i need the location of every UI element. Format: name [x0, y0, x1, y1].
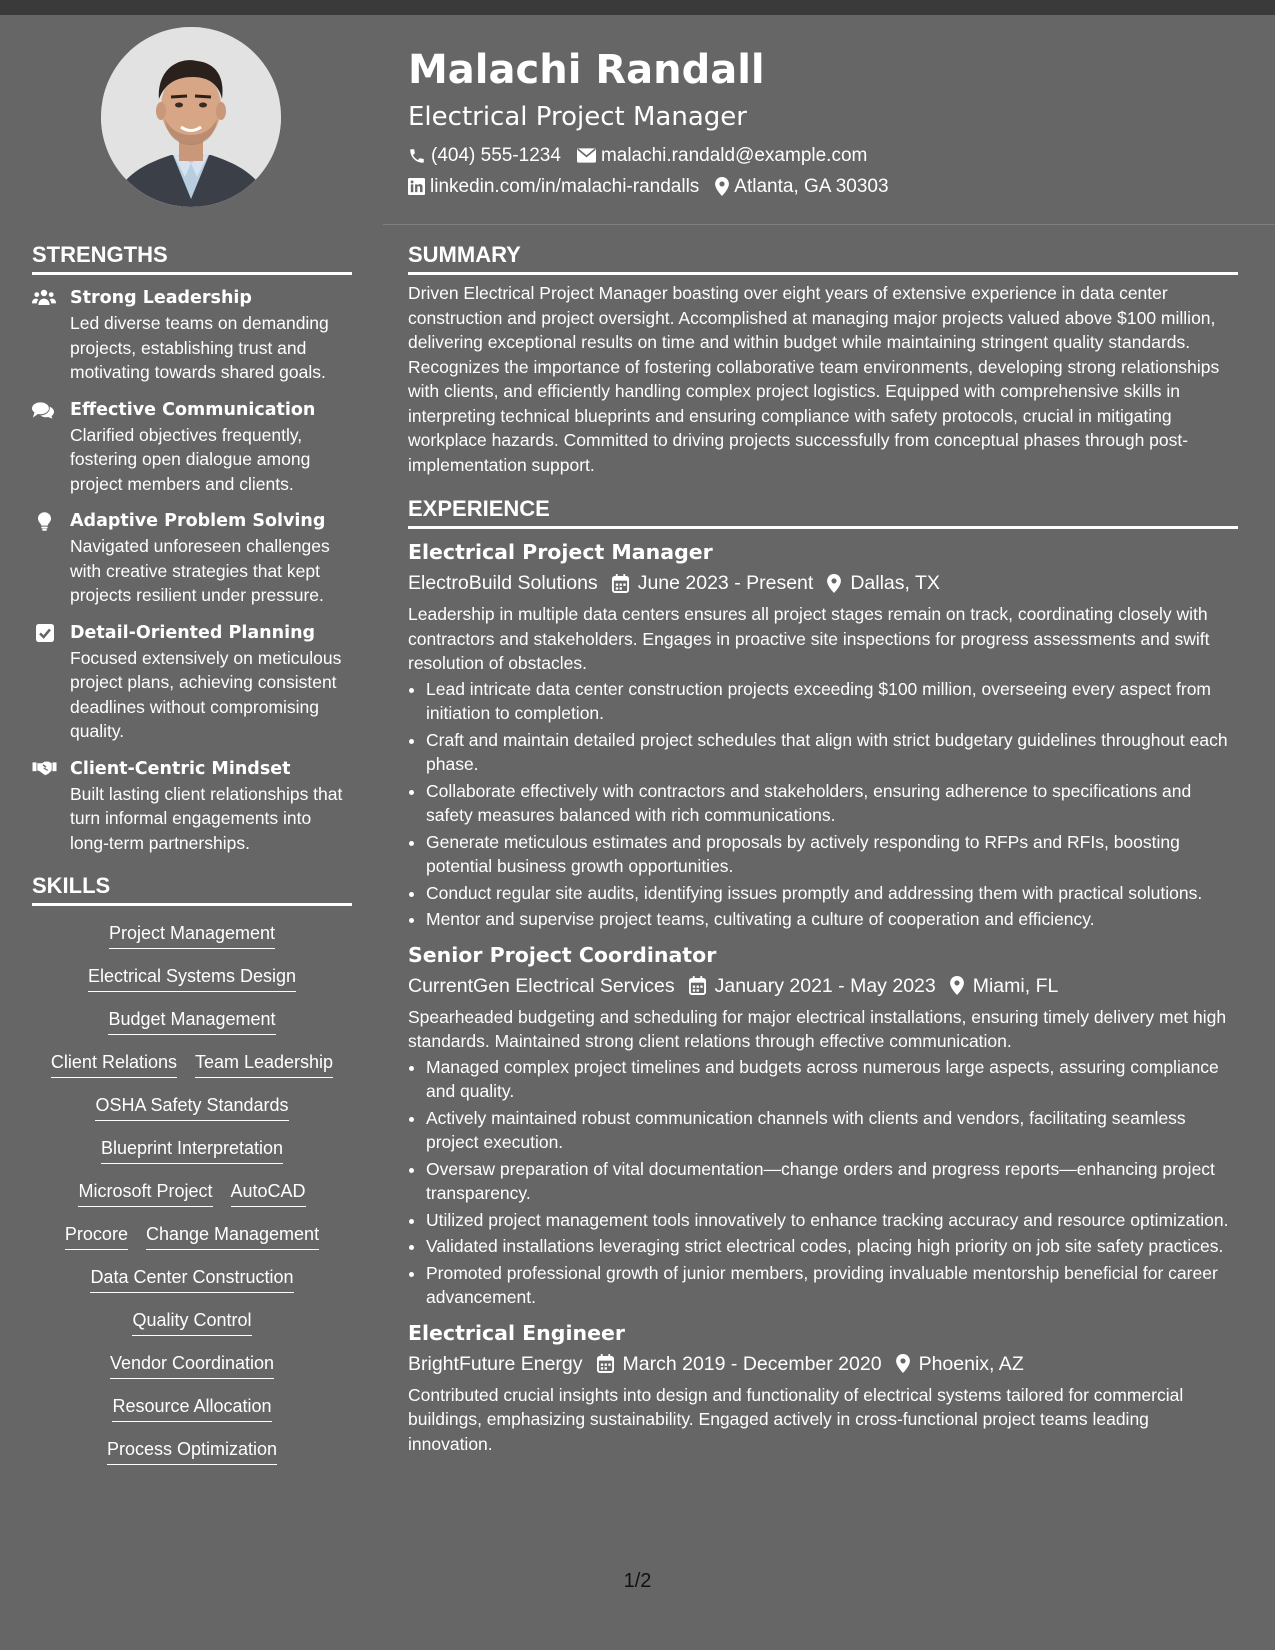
summary-heading: SUMMARY: [408, 240, 1238, 275]
job-company: BrightFuture Energy: [408, 1352, 583, 1375]
skill-row: [32, 1086, 352, 1129]
skill-tag: Client Relations: [51, 1050, 177, 1078]
strength-item: [32, 756, 352, 856]
job-bullet: • Promoted professional growth of junior members, providing invaluable mentorship beneficial for career advancement.: [426, 1261, 1238, 1310]
job-description: Spearheaded budgeting and scheduling for major electrical installations, ensuring timely delivery met high standards. Maintained strong client relations through effective communication.: [408, 1006, 1227, 1051]
skill-row: [32, 1258, 352, 1301]
map-pin-icon: [896, 1354, 910, 1373]
linkedin-text[interactable]: linkedin.com/in/malachi-randalls: [430, 176, 700, 197]
skill-tag: Budget Management: [108, 1007, 275, 1035]
skill-tag: Microsoft Project: [78, 1179, 212, 1207]
job-bullets: [408, 677, 1238, 932]
job-location-wrap: [896, 1348, 1024, 1380]
job-entry: [408, 537, 1238, 932]
calendar-icon: [612, 574, 629, 593]
skill-tag: Electrical Systems Design: [88, 964, 296, 992]
skill-tag: Resource Allocation: [112, 1394, 271, 1422]
job-company: ElectroBuild Solutions: [408, 572, 598, 594]
skill-row: [32, 1215, 352, 1258]
strength-description: Navigated unforeseen challenges with creative strategies that kept projects resilient under pressure.: [70, 536, 330, 605]
skill-row: [32, 1000, 352, 1043]
skill-tag: Blueprint Interpretation: [101, 1136, 283, 1164]
strength-title: Effective Communication: [70, 399, 316, 420]
right-column: [408, 240, 1238, 1456]
contact-row-2: [408, 171, 1238, 202]
job-bullet: • Collaborate effectively with contractors and stakeholders, ensuring adherence to specifications and safety measures balanced with rich communications.: [426, 779, 1238, 828]
job-bullet: • Validated installations leveraging strict electrical codes, placing high priority on job site safety practices.: [426, 1234, 1238, 1259]
summary-text: Driven Electrical Project Manager boasting over eight years of extensive experience in data center construction and project oversight. Accomplished at managing major projects valued above $100 million, delivering exceptional results on time and within budget while maintaining stringent quality standards. Recognizes the importance of fostering collaborative team environments, developing strong relationships with clients, and efficiently handling complex project logistics. Equipped with comprehensive skills in interpreting technical blueprints and ensuring compliance with safety protocols, crucial in mitigating workplace hazards. Committed to driving projects successfully from conceptual phases through post-implementation support.: [408, 283, 1220, 475]
strength-title: Adaptive Problem Solving: [70, 511, 326, 531]
skills-list: [32, 914, 352, 1473]
skill-tag: Project Management: [109, 921, 275, 949]
skill-row: [32, 1301, 352, 1344]
job-location-wrap: [950, 970, 1059, 1002]
left-column: [32, 240, 352, 1473]
job-dates: March 2019 - December 2020: [622, 1352, 882, 1375]
strength-item: [32, 620, 352, 744]
job-location-wrap: [827, 567, 940, 599]
job-meta: [408, 970, 1238, 1002]
job-bullet: • Actively maintained robust communication channels with clients and vendors, facilitating seamless project execution.: [426, 1106, 1238, 1155]
phone-text: (404) 555-1234: [431, 145, 561, 166]
skill-row: [32, 914, 352, 957]
page-number: 1/2: [623, 1570, 652, 1592]
strength-title: Detail-Oriented Planning: [70, 622, 316, 643]
job-entry: [408, 1318, 1238, 1457]
strength-description: Led diverse teams on demanding projects, establishing trust and motivating towards shared goals.: [70, 313, 329, 382]
job-entry: [408, 940, 1238, 1310]
job-meta: [408, 567, 1238, 599]
job-bullet: • Craft and maintain detailed project schedules that align with strict budgetary guidelines throughout each phase.: [426, 728, 1238, 777]
phone-contact: [408, 140, 561, 171]
strength-title: Strong Leadership: [70, 288, 252, 308]
skill-tag: Process Optimization: [107, 1437, 277, 1465]
map-pin-icon: [827, 574, 841, 593]
strength-description: Focused extensively on meticulous project plans, achieving consistent deadlines without compromising quality.: [70, 647, 342, 741]
map-pin-icon: [950, 976, 964, 995]
skill-tag: Vendor Coordination: [110, 1351, 274, 1379]
candidate-name: Malachi Randall: [408, 47, 765, 93]
job-bullet: • Managed complex project timelines and budgets across numerous large aspects, assuring compliance and quality.: [426, 1055, 1238, 1104]
skill-row: [32, 1430, 352, 1473]
job-dates: January 2021 - May 2023: [714, 974, 936, 997]
job-dates: June 2023 - Present: [637, 572, 814, 594]
resume-header: [408, 40, 1238, 202]
job-company: CurrentGen Electrical Services: [408, 974, 675, 997]
job-bullet: • Mentor and supervise project teams, cultivating a culture of cooperation and efficiency.: [426, 907, 1238, 932]
email-contact[interactable]: [577, 140, 867, 171]
job-meta: [408, 1348, 1238, 1380]
check-square-icon: [36, 624, 54, 642]
skill-row: [32, 1043, 352, 1086]
job-location: Dallas, TX: [850, 572, 940, 594]
strengths-list: [32, 285, 352, 855]
envelope-icon: [577, 148, 596, 163]
strength-description: Clarified objectives frequently, fostering open dialogue among project members and clients.: [70, 424, 311, 494]
skill-tag: Procore: [65, 1222, 128, 1250]
job-location: Miami, FL: [972, 974, 1059, 997]
location-contact: [715, 171, 888, 202]
email-text[interactable]: malachi.randald@example.com: [600, 145, 868, 166]
phone-icon: [408, 147, 426, 165]
skill-tag: Team Leadership: [195, 1050, 333, 1078]
header-divider: [383, 224, 1275, 225]
skill-tag: Data Center Construction: [90, 1265, 293, 1293]
job-bullet: • Conduct regular site audits, identifying issues promptly and addressing them with practical solutions.: [426, 881, 1238, 906]
strength-description: Built lasting client relationships that turn informal engagements into long-term partnerships.: [70, 783, 343, 853]
calendar-icon: [689, 976, 706, 995]
map-pin-icon: [715, 177, 729, 196]
linkedin-contact[interactable]: [408, 171, 699, 202]
calendar-icon: [597, 1354, 614, 1373]
skills-heading: SKILLS: [32, 871, 352, 906]
job-dates-wrap: [689, 970, 936, 1002]
skill-row: [32, 1172, 352, 1215]
job-description: Leadership in multiple data centers ensures all project stages remain on track, coordinating closely with contractors and stakeholders. Engages in proactive site inspections for progress assessments and swift resolution of obstacles.: [408, 604, 1210, 673]
job-title: Electrical Project Manager: [408, 540, 713, 564]
skill-row: [32, 957, 352, 1000]
contact-row-1: [408, 140, 1238, 171]
strength-item: [32, 285, 352, 385]
job-title: Electrical Engineer: [408, 1320, 625, 1345]
profile-photo: [101, 27, 281, 207]
job-dates-wrap: [612, 567, 814, 599]
skill-row: [32, 1387, 352, 1430]
skill-tag: OSHA Safety Standards: [95, 1093, 288, 1121]
job-bullet: • Generate meticulous estimates and proposals by actively responding to RFPs and RFIs, boosting potential business growth opportunities.: [426, 830, 1238, 879]
job-bullet: • Lead intricate data center construction projects exceeding $100 million, overseeing every aspect from initiation to completion.: [426, 677, 1238, 726]
skill-tag: Quality Control: [132, 1308, 251, 1336]
strengths-heading: STRENGTHS: [32, 240, 352, 275]
location-text: Atlanta, GA 30303: [734, 176, 889, 197]
linkedin-icon: [408, 178, 425, 195]
job-location: Phoenix, AZ: [918, 1352, 1024, 1375]
handshake-icon: [32, 760, 57, 776]
users-icon: [32, 289, 56, 305]
candidate-title: Electrical Project Manager: [408, 102, 747, 132]
job-dates-wrap: [597, 1348, 882, 1380]
experience-heading: EXPERIENCE: [408, 494, 1238, 529]
skill-row: [32, 1344, 352, 1387]
job-title: Senior Project Coordinator: [408, 942, 717, 967]
skill-row: [32, 1129, 352, 1172]
strength-item: [32, 508, 352, 608]
job-bullet: • Utilized project management tools innovatively to enhance tracking accuracy and resource optimization.: [426, 1208, 1238, 1233]
top-bar: [0, 0, 1275, 15]
job-description: Contributed crucial insights into design and functionality of electrical systems tailored for commercial buildings, emphasizing sustainability. Engaged actively in cross-functional project teams leading innovation.: [408, 1384, 1184, 1454]
job-bullet: • Oversaw preparation of vital documentation—change orders and progress reports—enhancing project transparency.: [426, 1157, 1238, 1206]
lightbulb-icon: [38, 512, 51, 531]
comments-icon: [32, 401, 54, 419]
skill-tag: Change Management: [146, 1222, 319, 1250]
strength-title: Client-Centric Mindset: [70, 758, 291, 779]
job-bullets: [408, 1055, 1238, 1310]
strength-item: [32, 397, 352, 497]
skill-tag: AutoCAD: [231, 1179, 306, 1207]
